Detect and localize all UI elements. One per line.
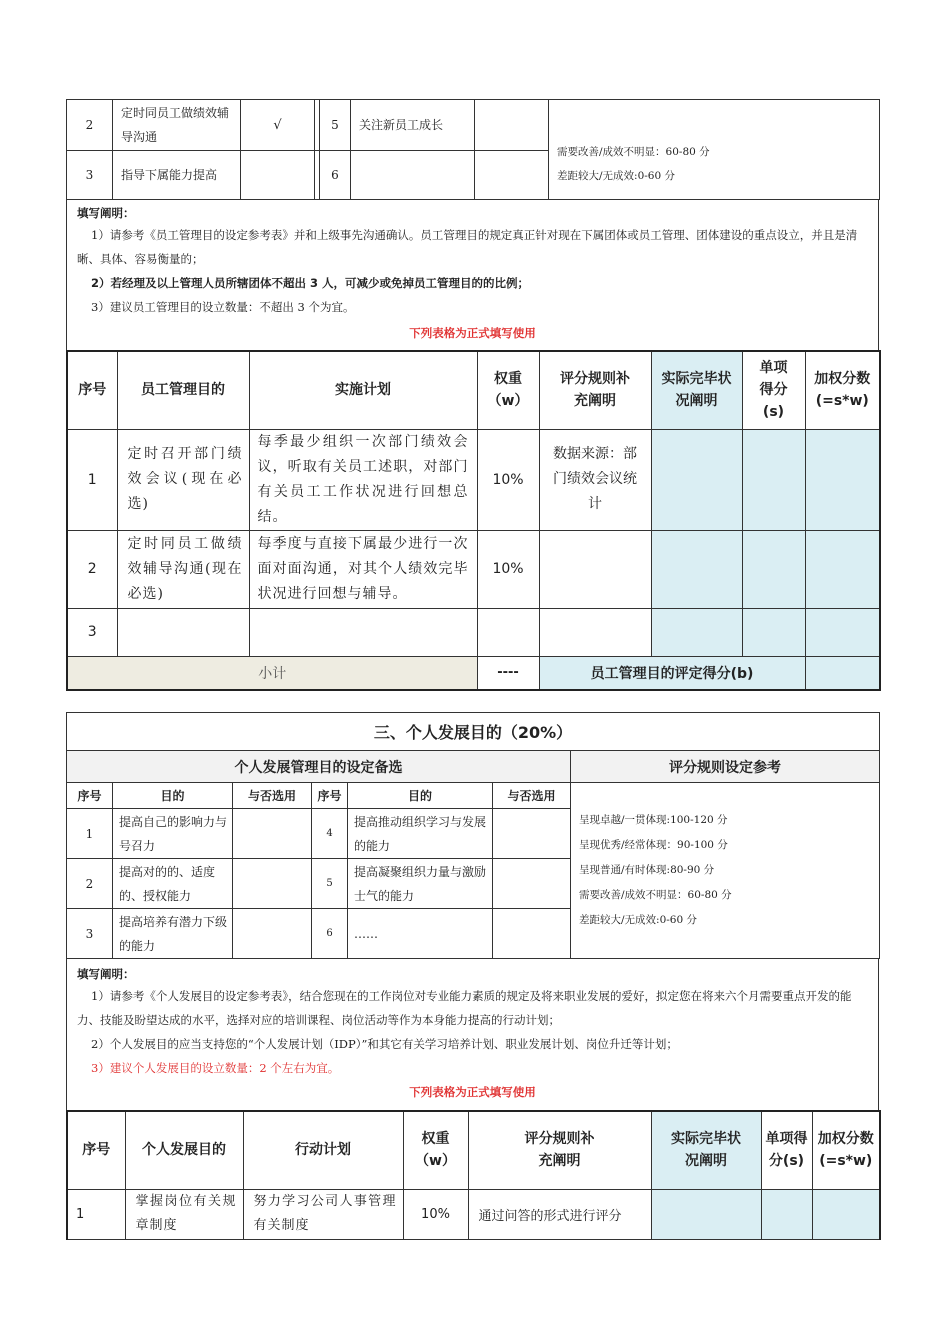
rules-reference	[549, 100, 880, 200]
rule-line: 需要改善/成效不明显：60-80 分	[557, 145, 710, 158]
option-check[interactable]	[493, 859, 571, 909]
evaluation-score[interactable]	[805, 656, 880, 690]
sec2-options-table	[66, 99, 880, 200]
option-name: 提高推动组织学习与发展的能力	[348, 809, 493, 859]
option-row	[67, 100, 880, 151]
table-row	[67, 608, 880, 656]
col-actual: 实际完毕状况阐明	[651, 1111, 761, 1189]
note-item: 3）建议个人发展目的设立数量：2 个左右为宜。	[91, 1061, 340, 1075]
section-title: 三、个人发展目的（20%）	[67, 713, 880, 751]
col-rule: 评分规则补充阐明	[468, 1111, 651, 1189]
option-name: 定时同员工做绩效辅导沟通	[113, 100, 241, 151]
option-no: 6	[320, 151, 351, 200]
row-goal[interactable]: 定时同员工做绩效辅导沟通(现在必选)	[117, 530, 249, 608]
note-item: 2）若经理及以上管理人员所辖团体不超出 3 人，可减少或免掉员工管理目的的比例；	[91, 276, 530, 290]
col-check: 与否选用	[493, 783, 571, 809]
col-no: 序号	[67, 351, 117, 429]
row-weight[interactable]: 10%	[477, 530, 539, 608]
col-weight: 权重（w）	[403, 1111, 468, 1189]
option-no: 4	[312, 809, 348, 859]
option-check[interactable]: √	[241, 100, 315, 151]
row-goal[interactable]	[117, 608, 249, 656]
subtotal-weight: ----	[477, 656, 539, 690]
form-caption: 下列表格为正式填写使用	[409, 1085, 536, 1099]
subtotal-label: 小计	[67, 656, 477, 690]
col-score: 单项得分(s)	[742, 351, 805, 429]
col-no: 序号	[67, 783, 113, 809]
option-check[interactable]	[233, 859, 312, 909]
row-rule[interactable]: 数据来源：部门绩效会议统计	[539, 429, 651, 530]
row-weighted[interactable]	[805, 429, 880, 530]
col-check: 与否选用	[233, 783, 312, 809]
row-score[interactable]	[761, 1189, 812, 1239]
row-score[interactable]	[742, 530, 805, 608]
row-plan[interactable]: 每季度与直接下属最少进行一次面对面沟通，对其个人绩效完毕状况进行回想与辅导。	[249, 530, 477, 608]
col-plan: 行动计划	[243, 1111, 403, 1189]
option-check[interactable]	[233, 809, 312, 859]
table-row	[67, 429, 880, 530]
row-weight[interactable]: 10%	[403, 1189, 468, 1239]
row-goal[interactable]: 掌握岗位有关规章制度	[125, 1189, 243, 1239]
option-check[interactable]	[241, 151, 315, 200]
row-actual[interactable]	[651, 608, 742, 656]
option-name	[351, 151, 475, 200]
col-goal: 目的	[348, 783, 493, 809]
evaluation-label: 员工管理目的评定得分(b)	[539, 656, 805, 690]
rule-line: 呈现卓越/一贯体现:100-120 分	[579, 814, 728, 826]
sec3-main-table	[66, 1110, 881, 1240]
row-rule[interactable]	[539, 530, 651, 608]
col-weight: 权重（w）	[477, 351, 539, 429]
option-no: 1	[67, 809, 113, 859]
rule-line: 差距较大/无成效:0-60 分	[557, 169, 676, 182]
row-score[interactable]	[742, 429, 805, 530]
table-row	[67, 530, 880, 608]
row-weighted[interactable]	[805, 608, 880, 656]
row-score[interactable]	[742, 608, 805, 656]
row-weighted[interactable]	[805, 530, 880, 608]
notes-title: 填写阐明：	[77, 967, 135, 981]
col-weighted: 加权分数(=s*w)	[805, 351, 880, 429]
option-check[interactable]	[493, 809, 571, 859]
option-no: 3	[67, 151, 113, 200]
option-check[interactable]	[475, 100, 549, 151]
row-no: 3	[67, 608, 117, 656]
row-no: 2	[67, 530, 117, 608]
sec3-options-table	[66, 712, 880, 959]
option-name: 提高凝聚组织力量与激励士气的能力	[348, 859, 493, 909]
col-weighted: 加权分数(=s*w)	[812, 1111, 880, 1189]
rule-line: 差距较大/无成效:0-60 分	[579, 914, 698, 926]
row-rule[interactable]: 通过问答的形式进行评分	[468, 1189, 651, 1239]
subtotal-row	[67, 656, 880, 690]
row-plan[interactable]: 努力学习公司人事管理有关制度	[243, 1189, 403, 1239]
row-actual[interactable]	[651, 530, 742, 608]
row-weight[interactable]: 10%	[477, 429, 539, 530]
row-plan[interactable]	[249, 608, 477, 656]
col-score: 单项得分(s)	[761, 1111, 812, 1189]
col-goal: 员工管理目的	[117, 351, 249, 429]
row-actual[interactable]	[651, 429, 742, 530]
option-no: 2	[67, 859, 113, 909]
option-no: 3	[67, 909, 113, 959]
option-check[interactable]	[475, 151, 549, 200]
row-goal[interactable]: 定时召开部门绩效会议(现在必选)	[117, 429, 249, 530]
col-goal: 目的	[113, 783, 233, 809]
row-actual[interactable]	[651, 1189, 761, 1239]
col-goal: 个人发展目的	[125, 1111, 243, 1189]
col-no: 序号	[67, 1111, 125, 1189]
option-no: 6	[312, 909, 348, 959]
option-name: 提高培养有潜力下级的能力	[113, 909, 233, 959]
row-weight[interactable]	[477, 608, 539, 656]
row-no: 1	[67, 429, 117, 530]
col-actual: 实际完毕状况阐明	[651, 351, 742, 429]
sec3-notes	[66, 958, 879, 1110]
header-row	[67, 1111, 880, 1189]
notes-title: 填写阐明：	[77, 206, 135, 220]
table-row	[67, 1189, 880, 1239]
form-caption: 下列表格为正式填写使用	[409, 326, 536, 340]
rules-heading: 评分规则设定参考	[571, 751, 880, 783]
option-name: 提高对的的、适度的、授权能力	[113, 859, 233, 909]
option-name: 提高自己的影响力与号召力	[113, 809, 233, 859]
option-name: ……	[348, 909, 493, 959]
option-check[interactable]	[493, 909, 571, 959]
row-no: 1	[67, 1189, 125, 1239]
note-item: 1）请参考《员工管理目的设定参考表》并和上级事先沟通确认。员工管理目的规定真正针对现在下属团体或员工管理、团体建设的重点设立，并且是清晰、具体、容易衡量的；	[77, 228, 858, 266]
col-plan: 实施计划	[249, 351, 477, 429]
rules-reference	[571, 783, 880, 959]
header-row	[67, 351, 880, 429]
note-item: 1）请参考《个人发展目的设定参考表》，结合您现在的工作岗位对专业能力素质的规定及将来职业发展的爱好，拟定您在将来六个月需要重点开发的能力、技能及盼望达成的水平，选择对应的培训课程、岗位活动等作为本身能力提高的行动计划；	[77, 989, 852, 1027]
rule-line: 呈现普通/有时体现:80-90 分	[579, 864, 715, 876]
sec2-notes	[66, 199, 879, 351]
option-no: 5	[320, 100, 351, 151]
row-weighted[interactable]	[812, 1189, 880, 1239]
options-heading: 个人发展管理目的设定备选	[67, 751, 571, 783]
option-check[interactable]	[233, 909, 312, 959]
option-name: 指导下属能力提高	[113, 151, 241, 200]
rule-line: 需要改善/成效不明显：60-80 分	[579, 889, 732, 901]
sec2-main-table	[66, 350, 881, 691]
row-plan[interactable]: 每季最少组织一次部门绩效会议，听取有关员工述职，对部门有关员工工作状况进行回想总结。	[249, 429, 477, 530]
option-no: 2	[67, 100, 113, 151]
option-no: 5	[312, 859, 348, 909]
note-item: 3）建议员工管理目的设立数量：不超出 3 个为宜。	[91, 300, 355, 314]
note-item: 2）个人发展目的应当支持您的“个人发展计划（IDP）”和其它有关学习培养计划、职业发展计划、岗位升迁等计划；	[91, 1037, 678, 1051]
option-name: 关注新员工成长	[351, 100, 475, 151]
col-no: 序号	[312, 783, 348, 809]
col-rule: 评分规则补充阐明	[539, 351, 651, 429]
row-rule[interactable]	[539, 608, 651, 656]
rule-line: 呈现优秀/经常体现：90-100 分	[579, 839, 728, 851]
